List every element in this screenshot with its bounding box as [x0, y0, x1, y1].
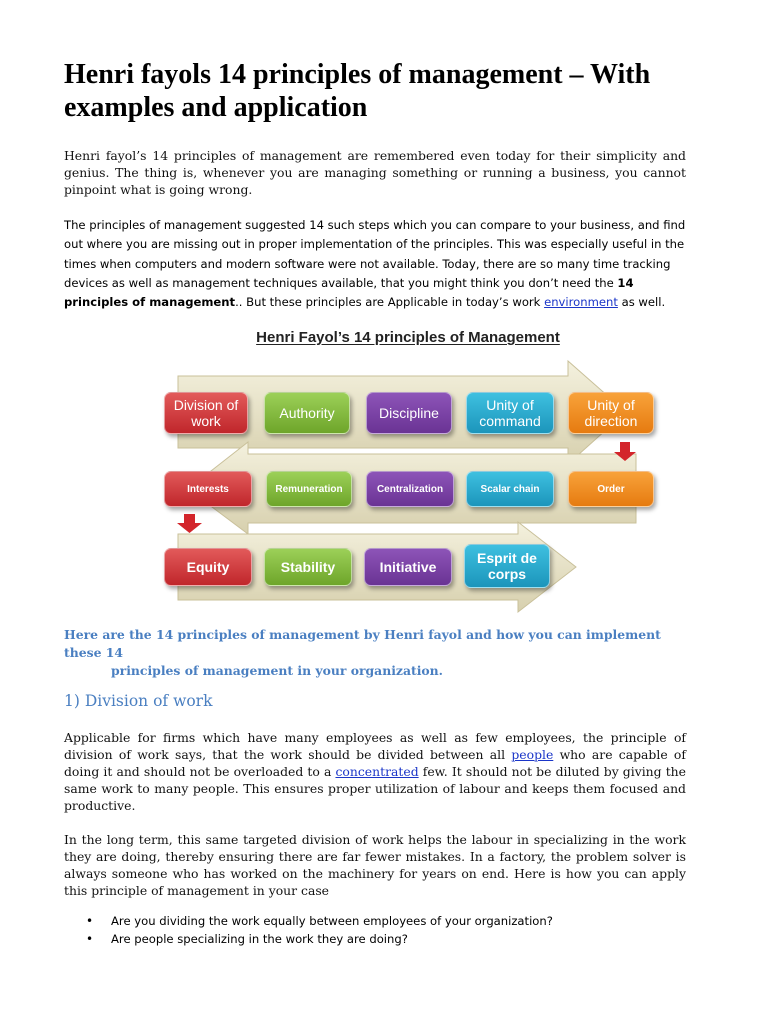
- document-page: [64, 58, 686, 312]
- second-paragraph-end: as well.: [617, 295, 666, 310]
- division-paragraph-1-part2: who are capable of doing it and should not be overloaded to a: [64, 747, 686, 779]
- division-paragraph-1-part3: few. It should not be diluted by giving the same work to many people. This ensures proper utilization of labour and keeps them focused and productive.: [64, 764, 686, 813]
- concentrated-link[interactable]: concentrated: [335, 764, 419, 779]
- division-paragraph-2: In the long term, this same targeted division of work helps the labour in specializing in the work they are doing, thereby ensuring there are far fewer mistakes. In a factory, the problem solver is always someone who has worked on the machinery for years on end. Here is how you can apply this principle of management in your case: [64, 832, 686, 898]
- box-interests: Interests: [164, 471, 252, 507]
- box-authority: Authority: [264, 392, 350, 434]
- principles-intro-line2: principles of management in your organization.: [111, 663, 443, 678]
- box-esprit-de-corps: Esprit de corps: [464, 544, 550, 588]
- second-paragraph-text-after: .. But these principles are Applicable in today’s work: [235, 295, 545, 310]
- division-paragraph-1: [64, 729, 686, 814]
- down-arrow-left: [177, 514, 202, 533]
- environment-link[interactable]: environment: [544, 295, 618, 310]
- principles-intro-line1: Here are the 14 principles of management by Henri fayol and how you can implement these 14: [64, 627, 661, 660]
- box-equity: Equity: [164, 548, 252, 586]
- intro-paragraph: Henri fayol’s 14 principles of management are remembered even today for their simplicity and genius. The thing is, whenever you are managing something or running a business, you cannot pinpoint what is going wrong.: [64, 148, 686, 197]
- second-paragraph-bold: 14 principles of management: [64, 275, 634, 310]
- box-unity-of-direction: Unity of direction: [568, 392, 654, 434]
- box-unity-of-command: Unity of command: [466, 392, 554, 434]
- box-discipline: Discipline: [366, 392, 452, 434]
- list-item: • Are you dividing the work equally between employees of your organization?: [64, 913, 686, 931]
- box-stability: Stability: [264, 548, 352, 586]
- box-division-of-work: Division of work: [164, 392, 248, 434]
- principles-diagram: [158, 324, 658, 614]
- box-order: Order: [568, 471, 654, 507]
- box-remuneration: Remuneration: [266, 471, 352, 507]
- division-paragraph-1-part1: Applicable for firms which have many employees as well as few employees, the principle of division of work says, that the work should be divided between all: [64, 730, 686, 762]
- section-heading-division-of-work: 1) Division of work: [64, 692, 213, 710]
- page-title: Henri fayols 14 principles of management – With examples and application: [64, 59, 651, 123]
- box-scalar-chain: Scalar chain: [466, 471, 554, 507]
- box-initiative: Initiative: [364, 548, 452, 586]
- second-paragraph: [64, 216, 686, 312]
- people-link[interactable]: people: [511, 747, 554, 762]
- diagram-title: Henri Fayol’s 14 principles of Management: [256, 329, 560, 346]
- second-paragraph-text: The principles of management suggested 14 such steps which you can compare to your business, and find out where you are missing out in proper implementation of the principles. This was especially useful in the times when computers and modern software were not available. Today, there are so many time tracking devices as well as management techniques available, that you might think you don’t need the: [64, 218, 686, 290]
- document-section: [64, 626, 686, 948]
- principles-intro: [64, 626, 686, 680]
- box-centralization: Centralization: [366, 471, 454, 507]
- list-item: • Are people specializing in the work they are doing?: [64, 931, 686, 949]
- question-list: [64, 913, 686, 948]
